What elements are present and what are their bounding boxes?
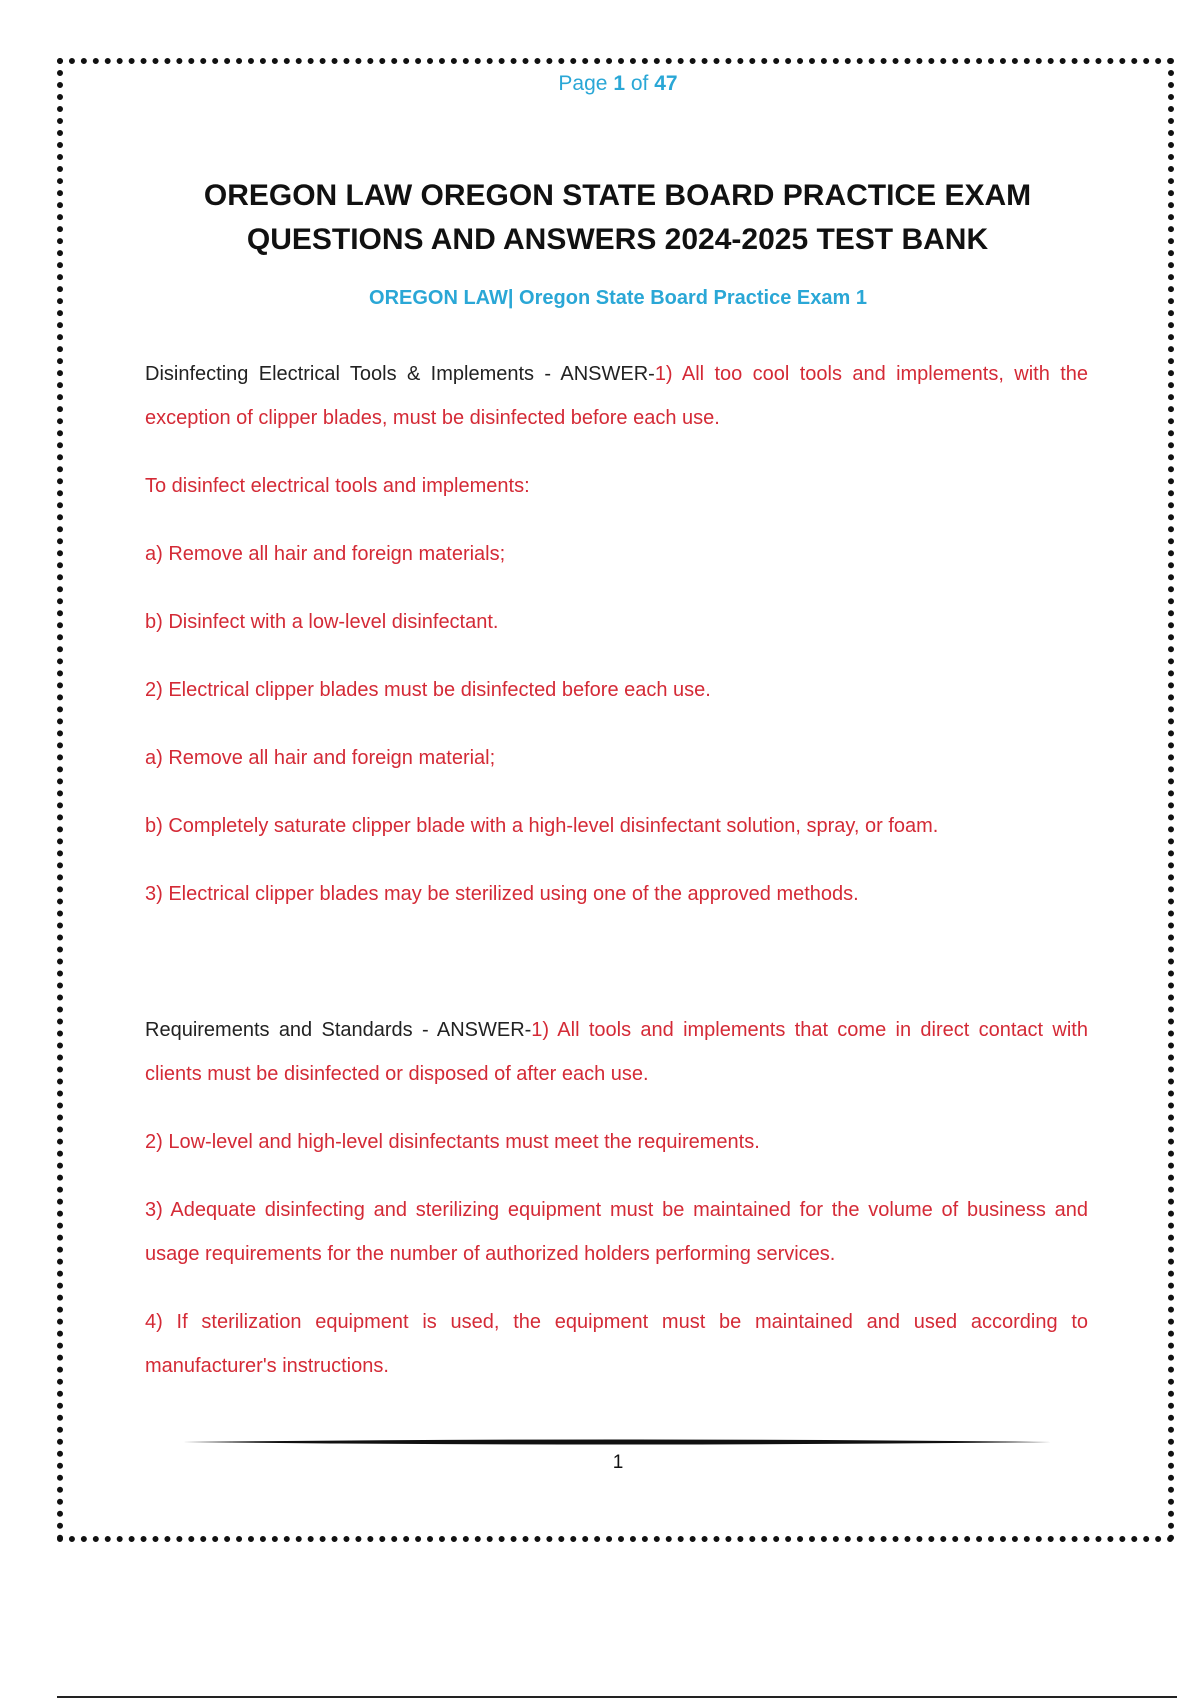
answer-line: b) Completely saturate clipper blade with a high-level disinfectant solution, spray, or foam. [145,815,939,837]
answer-line: 3) Adequate disinfecting and sterilizing equipment must be maintained for the volume of business and usage requirements for the number of authorized holders performing services. [145,1199,1088,1265]
page-label: Page [558,72,608,95]
question-text: Requirements and Standards - ANSWER- [145,1019,532,1041]
answer-line: b) Disinfect with a low-level disinfectant. [145,611,499,633]
page-number: 1 [612,1452,624,1473]
current-page: 1 [613,72,625,95]
answer-line: To disinfect electrical tools and implements: [145,475,530,497]
of-label: of [630,72,649,95]
bottom-divider [57,1696,1177,1698]
question-text: Disinfecting Electrical Tools & Implements - ANSWER- [145,363,655,385]
total-pages: 47 [654,72,678,95]
qa-paragraph [145,352,1088,440]
document-subtitle: OREGON LAW| Oregon State Board Practice Exam 1 [369,287,867,309]
document-body [145,352,1088,1412]
answer-text: 1) All too cool tools and implements, with the exception of clipper blades, must be disinfected before each use. [145,363,1089,429]
title-line-2: QUESTIONS AND ANSWERS 2024-2025 TEST BANK [246,223,989,256]
answer-line: 3) Electrical clipper blades may be sterilized using one of the approved methods. [145,883,859,905]
answer-text: 1) All tools and implements that come in direct contact with clients must be disinfected or disposed of after each use. [145,1019,1088,1085]
answer-line: a) Remove all hair and foreign materials; [145,543,506,565]
page-counter [0,72,1200,96]
footer-divider [183,1438,1051,1446]
answer-line: 2) Low-level and high-level disinfectants must meet the requirements. [145,1131,760,1153]
title-line-1: OREGON LAW OREGON STATE BOARD PRACTICE EXAM [203,179,1032,212]
answer-line: 4) If sterilization equipment is used, the equipment must be maintained and used according to manufacturer's instructions. [145,1311,1088,1377]
answer-line: a) Remove all hair and foreign material; [145,747,496,769]
document-title [150,174,1085,262]
answer-line: 2) Electrical clipper blades must be disinfected before each use. [145,679,711,701]
section-spacer [145,940,1088,1008]
qa-paragraph [145,1008,1088,1096]
